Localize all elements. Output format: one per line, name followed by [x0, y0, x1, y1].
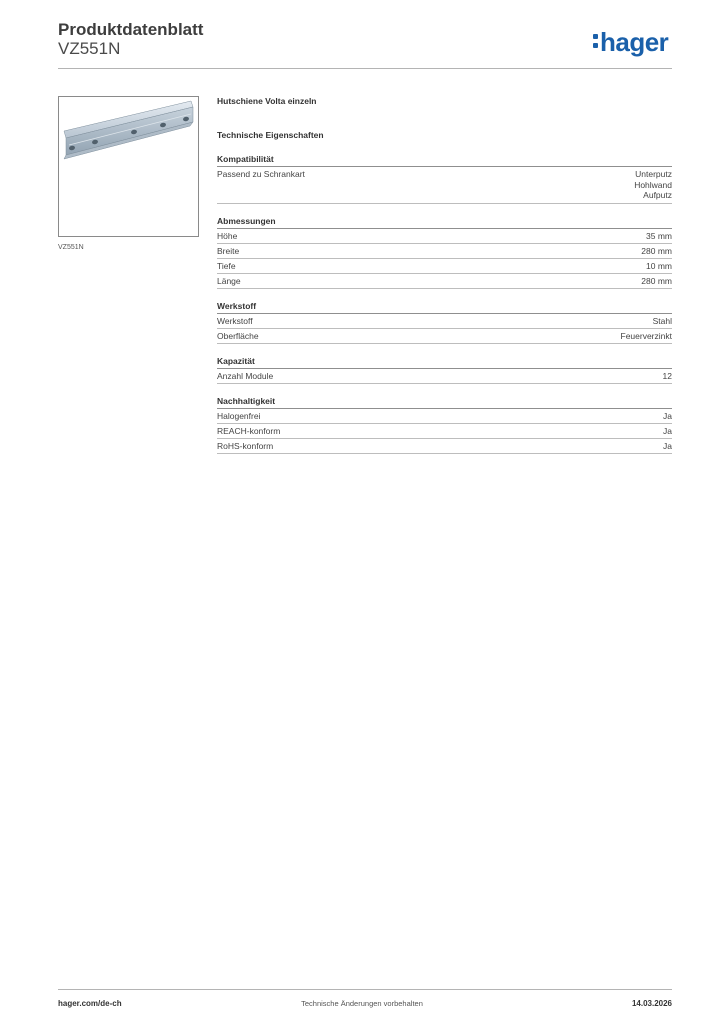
spec-label: RoHS-konform	[217, 440, 274, 451]
section-title: Kompatibilität	[217, 154, 672, 167]
spec-value: Stahl	[652, 315, 672, 326]
spec-row	[217, 369, 672, 384]
article-number: VZ551N	[58, 39, 121, 58]
section-dimensions	[217, 216, 672, 289]
header-divider	[58, 68, 672, 69]
spec-value: Ja	[663, 440, 672, 451]
spec-row	[217, 167, 672, 204]
hager-logo[interactable]	[593, 27, 668, 57]
spec-label: Höhe	[217, 230, 238, 241]
spec-value: Ja	[663, 410, 672, 421]
spec-row	[217, 329, 672, 344]
spec-value: 280 mm	[641, 275, 672, 286]
page-title: Produktdatenblatt	[58, 20, 204, 39]
spec-value-line: Hohlwand	[634, 179, 672, 190]
image-caption: VZ551N	[58, 244, 84, 251]
spec-row	[217, 229, 672, 244]
spec-row	[217, 439, 672, 454]
footer-divider	[58, 989, 672, 990]
product-name: Hutschiene Volta einzeln	[217, 96, 317, 106]
spec-label: Länge	[217, 275, 241, 286]
logo-dots-icon	[593, 33, 598, 49]
spec-label: Tiefe	[217, 260, 236, 271]
spec-value: 280 mm	[641, 245, 672, 256]
footer-website-link[interactable]: hager.com/de-ch	[58, 999, 122, 1008]
spec-row	[217, 274, 672, 289]
spec-label: Oberfläche	[217, 330, 259, 341]
section-title: Nachhaltigkeit	[217, 396, 672, 409]
spec-value: 35 mm	[646, 230, 672, 241]
spec-value: 10 mm	[646, 260, 672, 271]
spec-label: REACH-konform	[217, 425, 281, 436]
spec-label: Breite	[217, 245, 240, 256]
section-compatibility	[217, 154, 672, 204]
spec-row	[217, 409, 672, 424]
tech-properties-heading: Technische Eigenschaften	[217, 130, 324, 140]
spec-label: Anzahl Module	[217, 370, 274, 381]
spec-value-line: Unterputz	[635, 169, 672, 179]
spec-row	[217, 259, 672, 274]
section-capacity	[217, 356, 672, 384]
spec-value: Ja	[663, 425, 672, 436]
section-title: Werkstoff	[217, 301, 672, 314]
product-image	[58, 96, 199, 237]
section-material	[217, 301, 672, 344]
section-sustainability	[217, 396, 672, 454]
spec-row	[217, 424, 672, 439]
product-details	[217, 96, 672, 454]
spec-value-line: Aufputz	[643, 190, 672, 200]
section-title: Kapazität	[217, 356, 672, 369]
spec-label: Halogenfrei	[217, 410, 261, 421]
footer-date: 14.03.2026	[631, 999, 672, 1008]
footer-notice: Technische Änderungen vorbehalten	[301, 999, 423, 1008]
spec-row	[217, 244, 672, 259]
spec-value: 12	[662, 370, 672, 381]
spec-value: Feuerverzinkt	[620, 330, 672, 341]
spec-row	[217, 314, 672, 329]
section-title: Abmessungen	[217, 216, 672, 229]
logo-text: hager	[600, 27, 669, 57]
din-rail-icon	[59, 97, 198, 236]
spec-label: Werkstoff	[217, 315, 253, 326]
spec-value	[634, 169, 672, 201]
spec-label: Passend zu Schrankart	[217, 169, 305, 179]
